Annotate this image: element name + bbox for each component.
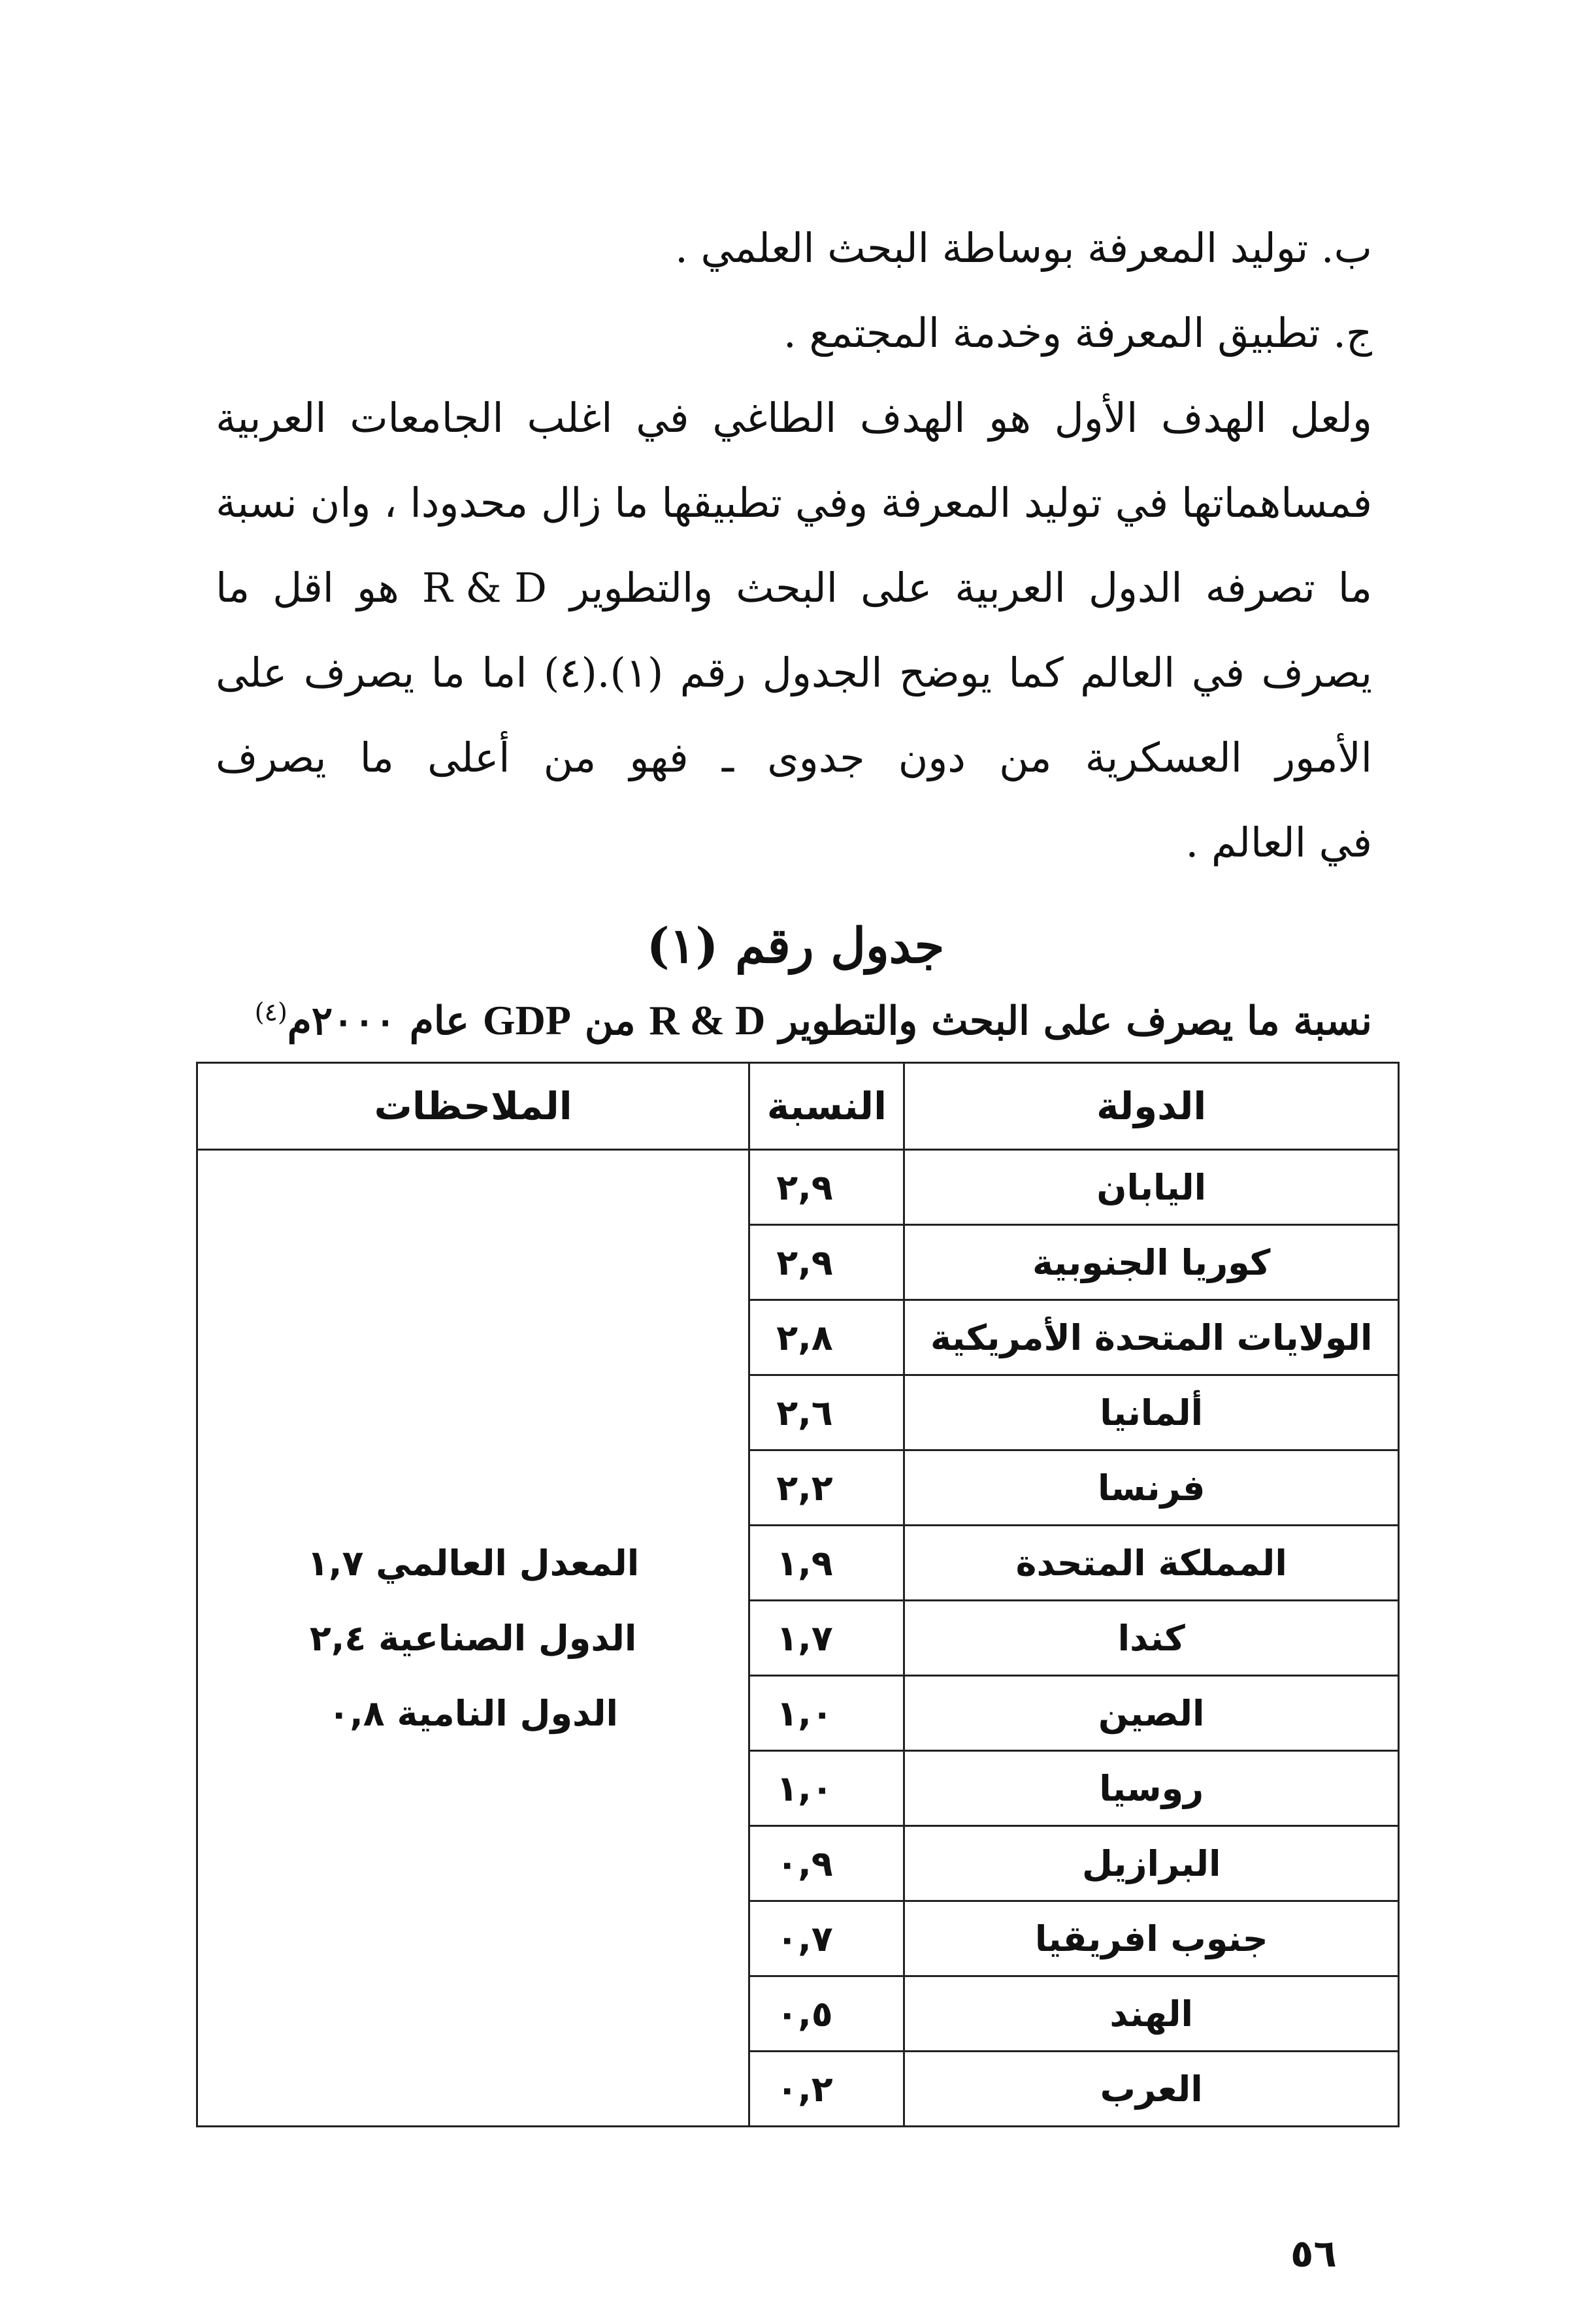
word: ما (1337, 564, 1372, 612)
cell-country: روسيا (904, 1751, 1399, 1826)
word: هو (357, 564, 399, 612)
cell-country: الصين (904, 1676, 1399, 1751)
word: كما (1008, 649, 1064, 696)
subtitle-text-3: عام ٢٠٠٠م (287, 998, 483, 1044)
word: يوضح (899, 649, 992, 696)
word: اقل (272, 564, 335, 612)
paragraph-line-6: في العالم . (1185, 819, 1372, 866)
word: ، (384, 479, 397, 527)
cell-ratio: ٢,٩ (749, 1225, 904, 1300)
cell-ratio: ٠,٩ (749, 1826, 904, 1901)
page-number: ٥٦ (1290, 2231, 1337, 2276)
word: من (543, 734, 597, 781)
word: البحث (736, 564, 838, 612)
table-subtitle (255, 996, 1372, 1045)
word: العالم (1080, 649, 1175, 696)
cell-ratio: ١,٧ (749, 1601, 904, 1676)
word: ما (216, 564, 250, 612)
cell-ratio: ١,٩ (749, 1526, 904, 1601)
cell-country: كندا (904, 1601, 1399, 1676)
word: في (1191, 649, 1245, 696)
header-notes: الملاحظات (197, 1063, 749, 1150)
cell-ratio: ٢,٢ (749, 1450, 904, 1526)
word: وان (310, 479, 371, 527)
cell-ratio: ١,٠ (749, 1676, 904, 1751)
subtitle-rd: R & D (649, 997, 766, 1043)
word: الدول (1088, 564, 1183, 612)
word: نسبة (216, 479, 297, 527)
cell-country: المملكة المتحدة (904, 1526, 1399, 1601)
subtitle-footnote: (٤) (254, 998, 287, 1026)
word: توليد (1024, 479, 1102, 527)
subtitle-text-2: من (570, 998, 649, 1044)
word: في (1115, 479, 1169, 527)
cell-ratio: ٢,٦ (749, 1375, 904, 1450)
word: فهو (629, 734, 689, 781)
paragraph-line-3 (216, 562, 1372, 614)
word: وفي (795, 479, 868, 527)
cell-country: كوريا الجنوبية (904, 1225, 1399, 1300)
word: من (999, 734, 1052, 781)
word: الأول (1054, 394, 1138, 442)
word: الهدف (1161, 394, 1267, 442)
cell-country: الهند (904, 1976, 1399, 2052)
word: اما (482, 649, 527, 696)
paragraph-line-5 (216, 732, 1372, 784)
word: ما (359, 734, 394, 781)
word: الهدف (860, 394, 966, 442)
word: دون (898, 734, 966, 781)
word: تطبيقها (661, 479, 782, 527)
cell-ratio: ٢,٨ (749, 1300, 904, 1375)
word: والتطوير (570, 564, 713, 612)
word: على (861, 564, 932, 612)
word: هو (989, 394, 1031, 442)
word: الأمور (1275, 734, 1372, 781)
word: الطاغي (712, 394, 837, 442)
word: يصرف (216, 734, 327, 781)
word: ما (614, 479, 649, 527)
word: ولعل (1290, 394, 1372, 442)
word: العربية (955, 564, 1066, 612)
cell-country: جنوب افريقيا (904, 1901, 1399, 1976)
table-row (197, 1150, 1399, 1225)
word: العسكرية (1085, 734, 1243, 781)
word: زال (541, 479, 602, 527)
header-country: الدولة (904, 1063, 1399, 1150)
word: الجامعات (350, 394, 504, 442)
cell-country: فرنسا (904, 1450, 1399, 1526)
cell-ratio: ٠,٢ (749, 2052, 904, 2127)
rd-spending-table (196, 1062, 1400, 2127)
word: على (216, 649, 287, 696)
table-body (197, 1150, 1399, 2127)
word: R & D (421, 564, 547, 612)
table-title: جدول رقم (١) (646, 918, 945, 974)
word: يصرف (303, 649, 415, 696)
cell-ratio: ٠,٥ (749, 1976, 904, 2052)
header-ratio: النسبة (749, 1063, 904, 1150)
note-line: الدول النامية ٠,٨ (328, 1692, 619, 1734)
word: (١).(٤) (544, 649, 664, 696)
cell-notes (197, 1150, 749, 2127)
word: في (636, 394, 689, 442)
cell-country: البرازيل (904, 1826, 1399, 1901)
cell-ratio: ٢,٩ (749, 1150, 904, 1225)
word: رقم (680, 649, 746, 696)
word: جدوى (767, 734, 865, 781)
paragraph-line-1 (216, 392, 1372, 444)
word: محدودا (410, 479, 529, 527)
note-line: المعدل العالمي ١,٧ (307, 1542, 640, 1584)
cell-country: ألمانيا (904, 1375, 1399, 1450)
word: العربية (216, 394, 327, 442)
list-item-b: ب. توليد المعرفة بوساطة البحث العلمي . (675, 224, 1372, 272)
paragraph-line-2 (216, 477, 1372, 529)
cell-country: اليابان (904, 1150, 1399, 1225)
cell-country: الولايات المتحدة الأمريكية (904, 1300, 1399, 1375)
cell-country: العرب (904, 2052, 1399, 2127)
note-line: الدول الصناعية ٢,٤ (309, 1617, 637, 1659)
word: تصرفه (1205, 564, 1315, 612)
cell-ratio: ٠,٧ (749, 1901, 904, 1976)
word: الجدول (762, 649, 883, 696)
word: اغلب (527, 394, 613, 442)
word: المعرفة (881, 479, 1011, 527)
subtitle-text-1: نسبة ما يصرف على البحث والتطوير (765, 998, 1372, 1044)
word: ما (431, 649, 465, 696)
word: يصرف (1261, 649, 1372, 696)
word: أعلى (427, 734, 510, 781)
word: فمساهماتها (1181, 479, 1372, 527)
list-item-c: ج. تطبيق المعرفة وخدمة المجتمع . (783, 309, 1372, 357)
table-header-row (197, 1063, 1399, 1150)
word: ـ (721, 734, 734, 781)
cell-ratio: ١,٠ (749, 1751, 904, 1826)
paragraph-line-4 (216, 647, 1372, 699)
subtitle-gdp: GDP (482, 997, 571, 1043)
